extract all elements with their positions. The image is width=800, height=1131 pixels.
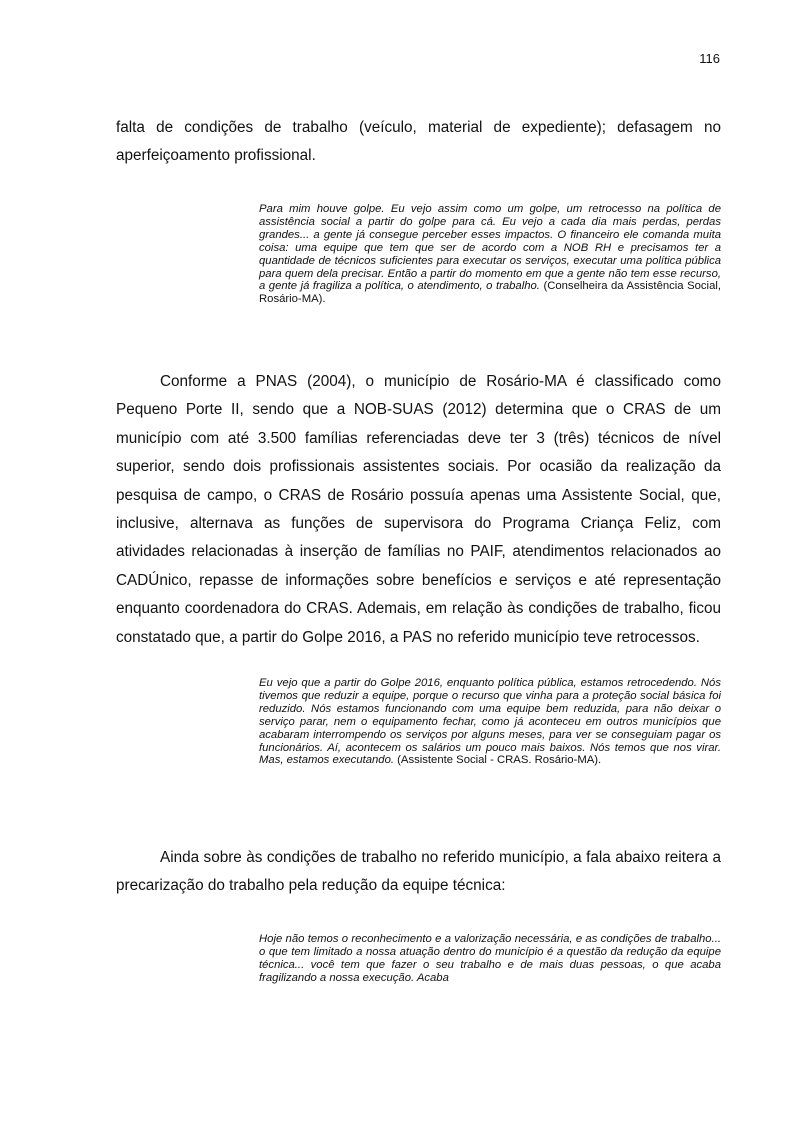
block-quote-3-text: Hoje não temos o reconhecimento e a valorização necessária, e as condições de trabalho... o que tem limitado a nossa atuação dentro do município é a questão da redução da equipe técnica... você tem que fazer o seu trabalho e de mais duas pessoas, o que acaba fragilizando a nossa execução. Acaba xyxy=(259,933,721,984)
block-quote-2-source: (Assistente Social - CRAS. Rosário-MA). xyxy=(397,754,602,767)
block-quote-1-text: Para mim houve golpe. Eu vejo assim como um golpe, um retrocesso na política de assistência social a partir do golpe para cá. Eu vejo a cada dia mais perdas, perdas grandes... a gente já consegue perceber esses impactos. O financeiro ele comanda muita coisa: uma equipe que tem que ser de acordo com a NOB RH e precisamos ter a quantidade de técnicos suficientes para executar os serviços, executar uma política pública para quem dela precisar. Então a partir do momento em que a gente não tem esse recurso, a gente já fragiliza a política, o atendimento, o trabalho. xyxy=(259,203,721,293)
block-quote-1-source: (Conselheira da Assistência Social, Rosário-MA). xyxy=(259,280,721,306)
body-paragraph-3: Ainda sobre às condições de trabalho no referido município, a fala abaixo reitera a precarização do trabalho pela redução da equipe técnica: xyxy=(116,849,721,895)
block-quote-3 xyxy=(259,933,721,985)
block-quote-2 xyxy=(259,677,721,767)
body-paragraph-1: falta de condições de trabalho (veículo, material de expediente); defasagem no aperfeiçoamento profissional. xyxy=(116,119,721,165)
block-quote-1 xyxy=(259,203,721,306)
page-number: 116 xyxy=(699,51,720,66)
block-quote-2-text: Eu vejo que a partir do Golpe 2016, enquanto política pública, estamos retrocedendo. Nós tivemos que reduzir a equipe, porque o recurso que vinha para a proteção social básica foi reduzido. Nós estamos funcionando com uma equipe bem reduzida, para não deixar o serviço parar, nem o equipamento fechar, como já aconteceu em outros municípios que acabaram interrompendo os serviços por alguns meses, para ver se conseguiam pagar os funcionários. Aí, acontecem os salários um pouco mais baixos. Nós temos que nos virar. Mas, estamos executando. xyxy=(259,677,721,767)
body-paragraph-2: Conforme a PNAS (2004), o município de Rosário-MA é classificado como Pequeno Porte II, sendo que a NOB-SUAS (2012) determina que o CRAS de um município com até 3.500 famílias referenciadas deve ter 3 (três) técnicos de nível superior, sendo dois profissionais assistentes sociais. Por ocasião da realização da pesquisa de campo, o CRAS de Rosário possuía apenas uma Assistente Social, que, inclusive, alternava as funções de supervisora do Programa Criança Feliz, com atividades relacionadas à inserção de famílias no PAIF, atendimentos relacionados ao CADÚnico, repasse de informações sobre benefícios e serviços e até representação enquanto coordenadora do CRAS. Ademais, em relação às condições de trabalho, ficou constatado que, a partir do Golpe 2016, a PAS no referido município teve retrocessos. xyxy=(116,373,721,646)
